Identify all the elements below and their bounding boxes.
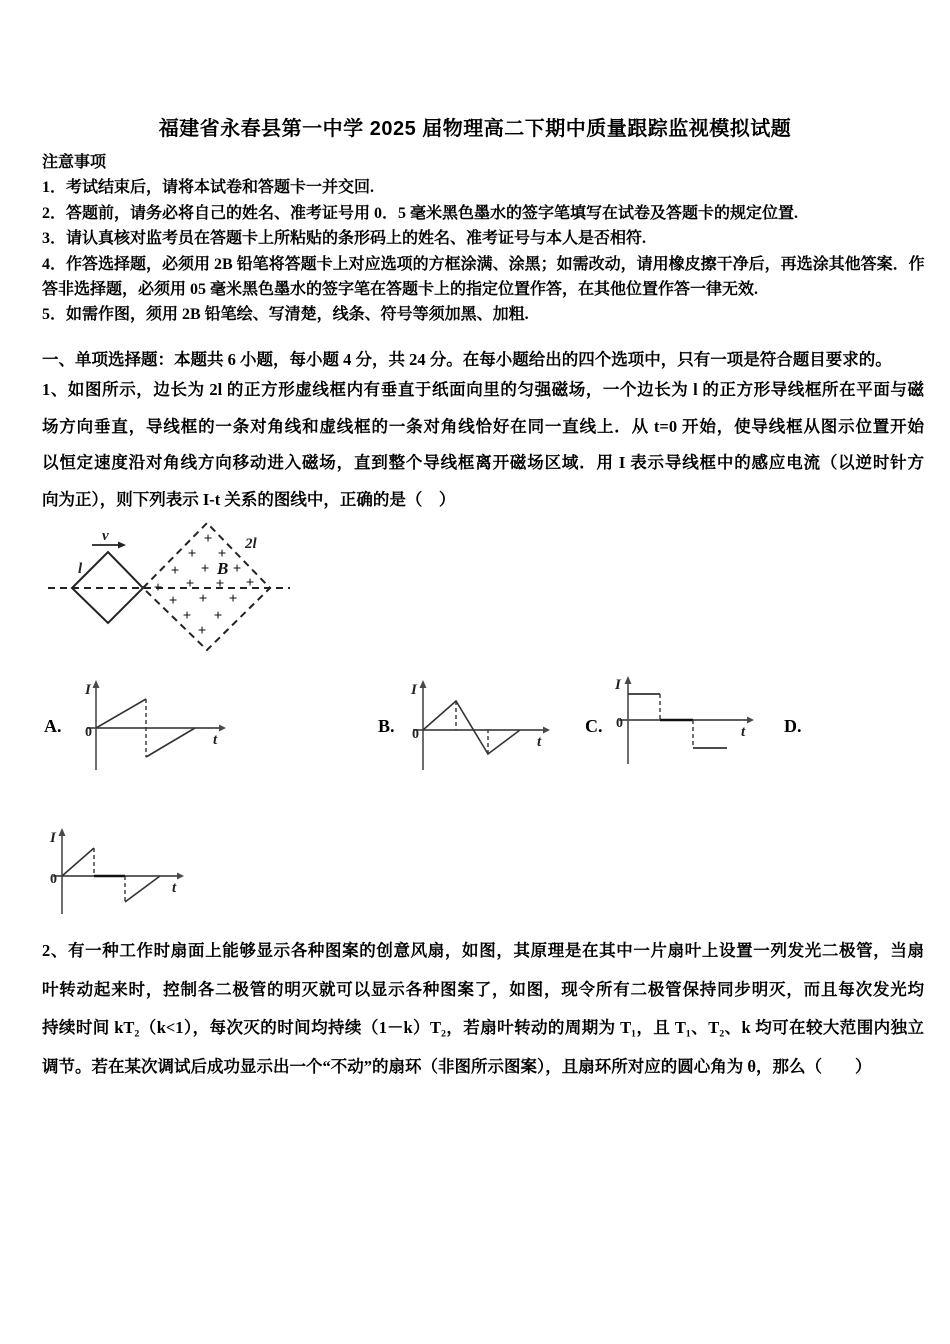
x-axis-label: t: [213, 732, 218, 748]
notice-item-4: 4．作答选择题，必须用 2B 铅笔将答题卡上对应选项的方框涂满、涂黑；如需改动，请用橡皮擦干净后，再选涂其他答案．作答非选择题，必须用 05 毫米黑色墨水的签字笔在答题卡上的指定位置作答，在其他位置作答一律无效.: [42, 255, 925, 299]
question-1-line-3: 以恒定速度沿对角线方向移动进入磁场，直到整个导线框离开磁场区域．用 I 表示导线框中的感应电流（以逆时针方: [42, 453, 924, 472]
option-b-label: B.: [378, 716, 395, 736]
field-cross-marker: +: [153, 580, 163, 596]
origin-label: 0: [616, 716, 623, 731]
notice-item-3: 3．请认真核对监考员在答题卡上所粘贴的条形码上的姓名、准考证号与本人是否相符.: [42, 230, 647, 248]
question-2: [42, 932, 924, 1086]
notice-item-2: 2．答题前，请务必将自己的姓名、准考证号用 0．5 毫米黑色墨水的签字笔填写在试卷及答题卡的规定位置.: [42, 204, 799, 222]
field-cross-marker: +: [217, 546, 227, 562]
field-cross-marker: +: [213, 608, 223, 624]
loop-side-label: l: [78, 561, 83, 577]
page-title: 福建省永春县第一中学 2025 届物理高二下期中质量跟踪监视模拟试题: [158, 118, 792, 140]
x-axis-label: t: [172, 880, 177, 896]
field-cross-marker: +: [232, 561, 242, 577]
y-axis-label: I: [411, 682, 417, 698]
current-curve: [96, 699, 146, 728]
question-2-line-1: 2、有一种工作时扇面上能够显示各种图案的创意风扇，如图，其原理是在其中一片扇叶上设置一列发光二极管，当扇: [42, 941, 924, 960]
option-d-label: D.: [784, 716, 802, 736]
field-cross-marker: +: [168, 593, 178, 609]
magnetic-field-label: B: [217, 559, 229, 578]
option-c-graph: [613, 674, 761, 771]
question-1-line-1: 1、如图所示，边长为 2l 的正方形虚线框内有垂直于纸面向里的匀强磁场，一个边长为 l 的正方形导线框所在平面与磁: [42, 380, 924, 399]
question-2-line-4: 调节。若在某次调试后成功显示出一个“不动”的扇环（非图所示图案），且扇环所对应的圆心角为 θ，那么（ ）: [42, 1056, 872, 1076]
field-cross-marker: +: [197, 623, 207, 639]
current-curve: [125, 876, 160, 902]
question1-figure: [45, 515, 295, 663]
velocity-label: v: [102, 528, 109, 544]
field-side-label: 2l: [245, 536, 257, 552]
field-cross-marker: +: [170, 563, 180, 579]
notice-heading: 注意事项: [42, 154, 107, 171]
field-cross-marker: +: [198, 591, 208, 607]
notice-item-1: 1．考试结束后，请将本试卷和答题卡一并交回.: [42, 179, 375, 197]
question-2-line-3: 持续时间 kT₂（k<1），每次灭的时间均持续（1－k）T₂，若扇叶转动的周期为 T₁，且 T₁、T₂、k 均可在较大范围内独立: [42, 1018, 924, 1037]
field-cross-marker: +: [182, 608, 192, 624]
option-d-graph: [48, 826, 190, 920]
y-axis-label: I: [50, 830, 56, 846]
velocity-arrowhead: [118, 542, 126, 549]
origin-label: 0: [412, 727, 419, 742]
y-axis-label: I: [615, 677, 621, 693]
field-cross-marker: +: [215, 576, 225, 592]
question-1: [42, 372, 924, 518]
x-axis-label: t: [741, 724, 746, 740]
section1-heading: 一、单项选择题：本题共 6 小题，每小题 4 分，共 24 分。在每小题给出的四个选项中，只有一项是符合题目要求的。: [42, 350, 892, 369]
option-a-graph: [82, 678, 232, 775]
origin-label: 0: [85, 725, 92, 740]
notice-section: [42, 150, 926, 328]
question-1-line-4: 向为正），则下列表示 I-t 关系的图线中，正确的是（ ）: [42, 489, 456, 509]
current-curve: [62, 848, 94, 876]
option-c-label: C.: [585, 716, 603, 736]
field-cross-marker: +: [200, 561, 210, 577]
current-curve: [423, 701, 520, 754]
current-curve: [146, 728, 195, 757]
field-cross-marker: +: [203, 531, 213, 547]
x-axis-label: t: [537, 734, 542, 750]
question-1-line-2: 场方向垂直，导线框的一条对角线和虚线框的一条对角线恰好在同一直线上．从 t=0 开始，使导线框从图示位置开始: [42, 416, 924, 436]
origin-label: 0: [50, 872, 57, 887]
field-cross-marker: +: [187, 546, 197, 562]
option-b-graph: [405, 678, 555, 775]
y-axis-label: I: [85, 682, 91, 698]
field-cross-marker: +: [245, 575, 255, 591]
field-cross-marker: +: [185, 576, 195, 592]
option-a-label: A.: [44, 716, 62, 736]
notice-item-5: 5．如需作图，须用 2B 铅笔绘、写清楚，线条、符号等须加黑、加粗.: [42, 306, 529, 324]
question-2-line-2: 叶转动起来时，控制各二极管的明灭就可以显示各种图案了，如图，现令所有二极管保持同步明灭，而且每次发光均: [42, 979, 924, 999]
field-cross-marker: +: [228, 591, 238, 607]
